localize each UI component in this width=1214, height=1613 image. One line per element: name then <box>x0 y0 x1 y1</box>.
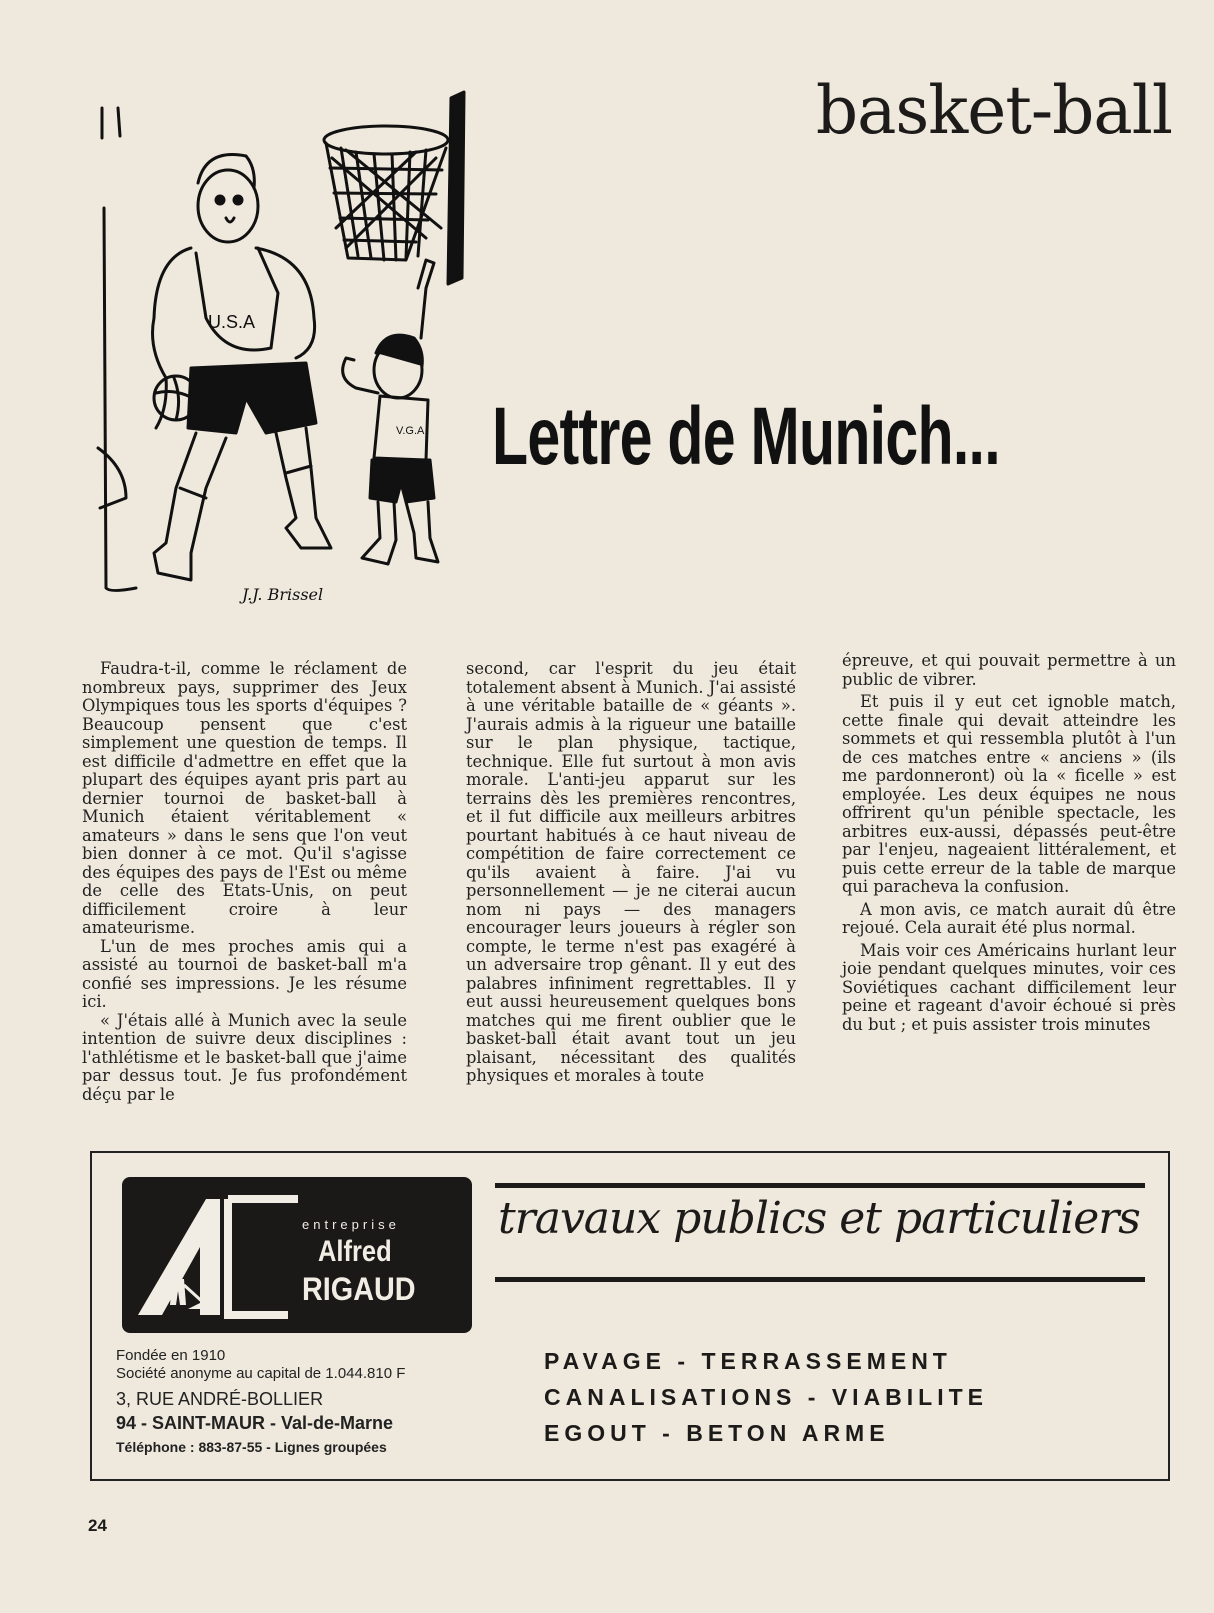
article-headline: Lettre de Munich... <box>492 391 1000 482</box>
service-line: EGOUT - BETON ARME <box>544 1420 890 1446</box>
basketball-cartoon-illustration <box>96 88 486 638</box>
advertisement <box>90 1151 1170 1481</box>
street-address: 3, RUE ANDRÉ-BOLLIER <box>116 1389 324 1409</box>
article-paragraph: A mon avis, ce match aurait dû être rejoué. Cela aurait été plus normal. <box>842 899 1176 937</box>
article-paragraph: « J'étais allé à Munich avec la seule intention de suivre deux disciplines : l'athlétisme et le basket-ball que j'aime par dessus tout. Je fus profondément déçu par le <box>82 1010 407 1104</box>
worker-logo-icon <box>128 1187 298 1327</box>
phone-number: Téléphone : 883-87-55 - Lignes groupées <box>116 1439 387 1455</box>
article-paragraph: Et puis il y eut cet ignoble match, cette finale qui devait atteindre les sommets et qui ressembla plutôt à l'un de ces matches entre « anciens » (ils me pardonneront) où la « ficelle » est employée. Les deux équipes ne nous offrirent qu'un pénible spectacle, les arbitres eux-aussi, dépassés peut-être par l'enjeu, nageaient littéralement, et puis cette erreur de la table de marque qui paracheva la confusion. <box>842 692 1176 896</box>
article-paragraph: second, car l'esprit du jeu était totalement absent à Munich. J'ai assisté à une véritable bataille de « géants ». J'aurais admis à la rigueur une bataille sur le plan physique, tactique, technique. Elle fut surtout à mon avis morale. L'anti-jeu apparut sur les terrains dès les premières rencontres, et il fut difficile aux meilleurs arbitres pourtant habitués à ce haut niveau de compétition de faire correctement ce qu'ils avaient à faire. J'ai vu personnellement — je ne citerai aucun nom ni pays — des managers encourager leurs joueurs à régler son compte, le terme n'est pas exagéré à un adversaire trop gênant. Il y eut des palabres infiniment regrettables. Il y eut aussi heureusement quelques bons matches qui me firent oublier que le basket-ball était avant tout un jeu plaisant, nécessitant des qualités physiques et morales à toute <box>466 659 796 1085</box>
article-column-2 <box>466 660 796 1086</box>
divider <box>495 1183 1145 1188</box>
divider <box>495 1277 1145 1282</box>
article-paragraph: épreuve, et qui pouvait permettre à un public de vibrer. <box>842 651 1176 689</box>
article-paragraph: Faudra-t-il, comme le réclament de nombreux pays, supprimer des Jeux Olympiques tous les sports d'équipes ? Beaucoup pensent que c'est simplement une question de temps. Il est difficile d'admettre en effet que la plupart des équipes ayant pris part au dernier tournoi de basket-ball à Munich étaient véritablement « amateurs » dans le sens que l'on veut bien donner à ce mot. Qu'il s'agisse des équipes des pays de l'Est ou même de celle des Etats-Unis, on peut difficilement croire à leur amateurisme. <box>82 659 407 937</box>
cartoon-signature: J.J. Brissel <box>242 585 324 604</box>
section-title: basket-ball <box>815 72 1172 149</box>
capital-text: Société anonyme au capital de 1.044.810 F <box>116 1365 406 1382</box>
article-paragraph: L'un de mes proches amis qui a assisté au tournoi de basket-ball m'a confié ses impressions. Je les résume ici. <box>82 936 407 1011</box>
article-column-1 <box>82 660 407 1104</box>
city-address: 94 - SAINT-MAUR - Val-de-Marne <box>116 1413 394 1433</box>
usa-jersey-label: U.S.A <box>208 312 256 332</box>
article-column-3 <box>842 652 1176 1034</box>
company-info <box>116 1347 405 1455</box>
ad-tagline: travaux publics et particuliers <box>498 1193 1140 1244</box>
vga-jersey-label: V.G.A <box>396 425 425 437</box>
founded-text: Fondée en 1910 <box>116 1347 226 1364</box>
page-number: 24 <box>88 1516 107 1535</box>
logo-rigaud-text: RIGAUD <box>302 1271 416 1307</box>
logo-entreprise-text: entreprise <box>302 1217 400 1232</box>
logo-alfred-text: Alfred <box>318 1235 392 1268</box>
article-paragraph: Mais voir ces Américains hurlant leur joie pendant quelques minutes, voir ces Soviétiques cachant difficilement leur peine et rageant d'avoir échoué si près du but ; et puis assister trois minutes <box>842 940 1176 1034</box>
service-line: PAVAGE - TERRASSEMENT <box>544 1348 952 1374</box>
company-logo <box>122 1177 472 1333</box>
services-list <box>544 1343 988 1451</box>
service-line: CANALISATIONS - VIABILITE <box>544 1384 989 1410</box>
